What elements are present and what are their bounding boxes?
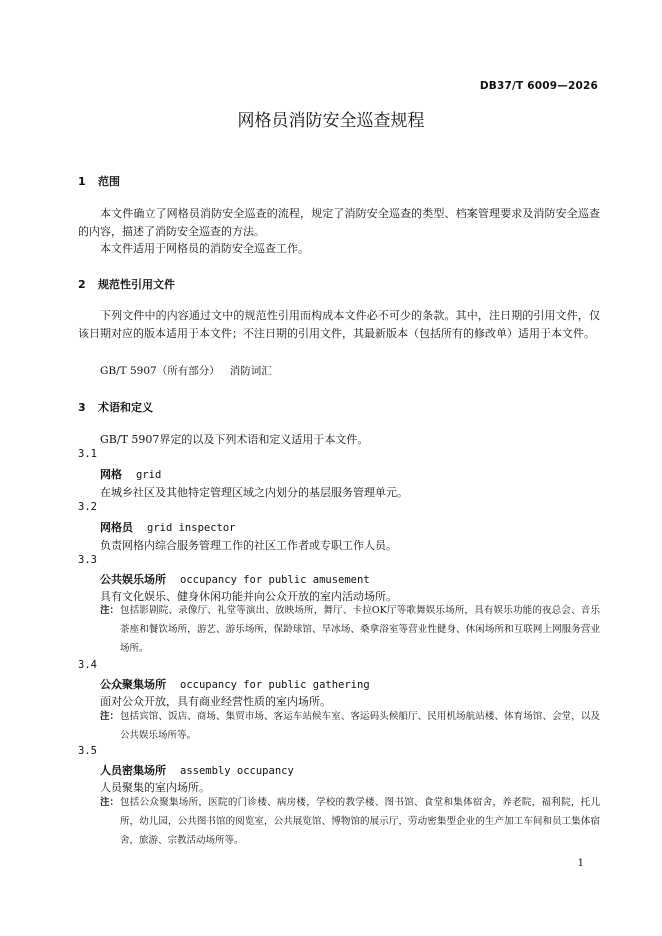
note-text: 包括影剧院、录像厅、礼堂等演出、放映场所，舞厅、卡拉OK厅等歌舞娱乐场所，具有娱乐功能的夜总会、音乐茶座和餐饮场所，游艺、游乐场所，保龄球馆、旱冰场、桑拿浴室等营业性健身、休闲场所和互联网上网服务营业场所。 (120, 605, 600, 654)
note-text: 包括宾馆、饭店、商场、集贸市场、客运车站候车室、客运码头候船厅、民用机场航站楼、体育场馆、会堂，以及公共娱乐场所等。 (120, 711, 600, 741)
term-entry (100, 519, 236, 535)
term-definition: 人员聚集的室内场所。 (100, 781, 210, 794)
term-entry (100, 466, 161, 482)
page-number: 1 (577, 858, 584, 869)
section-heading-terms (78, 399, 153, 415)
normative-references-paragraph: 下列文件中的内容通过文中的规范性引用而构成本文件必不可少的条款。其中，注日期的引用文件，仅该日期对应的版本适用于本文件；不注日期的引用文件，其最新版本（包括所有的修改单）适用于本文件。 (78, 309, 600, 340)
term-number: 3.5 (78, 745, 97, 757)
reference-item: GB/T 5907（所有部分） 消防词汇 (100, 365, 272, 377)
term-number: 3.1 (78, 448, 97, 460)
term-chinese: 公共娱乐场所 (100, 573, 166, 586)
term-note (100, 601, 600, 658)
term-english: occupancy for public amusement (180, 574, 370, 586)
section-title: 规范性引用文件 (98, 278, 175, 291)
term-chinese: 人员密集场所 (100, 764, 166, 777)
note-text: 包括公众聚集场所，医院的门诊楼、病房楼，学校的教学楼、图书馆、食堂和集体宿舍，养老院，福利院，托儿所，幼儿园，公共图书馆的阅览室，公共展览馆、博物馆的展示厅，劳动密集型企业的生产加工车间和员工集体宿舍，旅游、宗教活动场所等。 (120, 797, 600, 846)
section-title: 术语和定义 (98, 401, 153, 414)
term-number: 3.3 (78, 554, 97, 566)
section-heading-normative-references (78, 276, 175, 292)
term-number: 3.4 (78, 659, 97, 671)
section-number: 3 (78, 401, 86, 414)
standard-number: DB37/T 6009—2026 (479, 80, 598, 92)
section-heading-scope (78, 173, 120, 189)
term-entry (100, 676, 370, 692)
term-note (100, 793, 600, 850)
note-label: 注： (100, 797, 120, 808)
note-label: 注： (100, 605, 120, 616)
section-number: 2 (78, 278, 86, 291)
term-definition: 面对公众开放，具有商业经营性质的室内场所。 (100, 695, 331, 708)
term-chinese: 网格员 (100, 521, 133, 534)
term-definition: 具有文化娱乐、健身休闲功能并向公众开放的室内活动场所。 (100, 590, 397, 603)
term-entry (100, 571, 370, 587)
term-chinese: 公众聚集场所 (100, 678, 166, 691)
term-english: occupancy for public gathering (180, 679, 370, 691)
term-definition: 负责网格内综合服务管理工作的社区工作者或专职工作人员。 (100, 539, 397, 552)
term-entry (100, 762, 294, 778)
term-definition: 在城乡社区及其他特定管理区域之内划分的基层服务管理单元。 (100, 486, 408, 499)
section-number: 1 (78, 175, 86, 188)
term-english: grid inspector (147, 522, 236, 534)
term-english: grid (136, 469, 162, 481)
term-note (100, 707, 600, 745)
note-label: 注： (100, 711, 120, 722)
term-chinese: 网格 (100, 468, 122, 481)
term-number: 3.2 (78, 501, 97, 513)
scope-paragraph-2: 本文件适用于网格员的消防安全巡查工作。 (100, 242, 309, 255)
section-title: 范围 (98, 175, 120, 188)
scope-paragraph-1: 本文件确立了网格员消防安全巡查的流程，规定了消防安全巡查的类型、档案管理要求及消防安全巡查的内容，描述了消防安全巡查的方法。 (78, 207, 600, 238)
document-title: 网格员消防安全巡查规程 (237, 111, 425, 131)
term-english: assembly occupancy (180, 765, 294, 777)
terms-intro: GB/T 5907界定的以及下列术语和定义适用于本文件。 (100, 433, 369, 446)
